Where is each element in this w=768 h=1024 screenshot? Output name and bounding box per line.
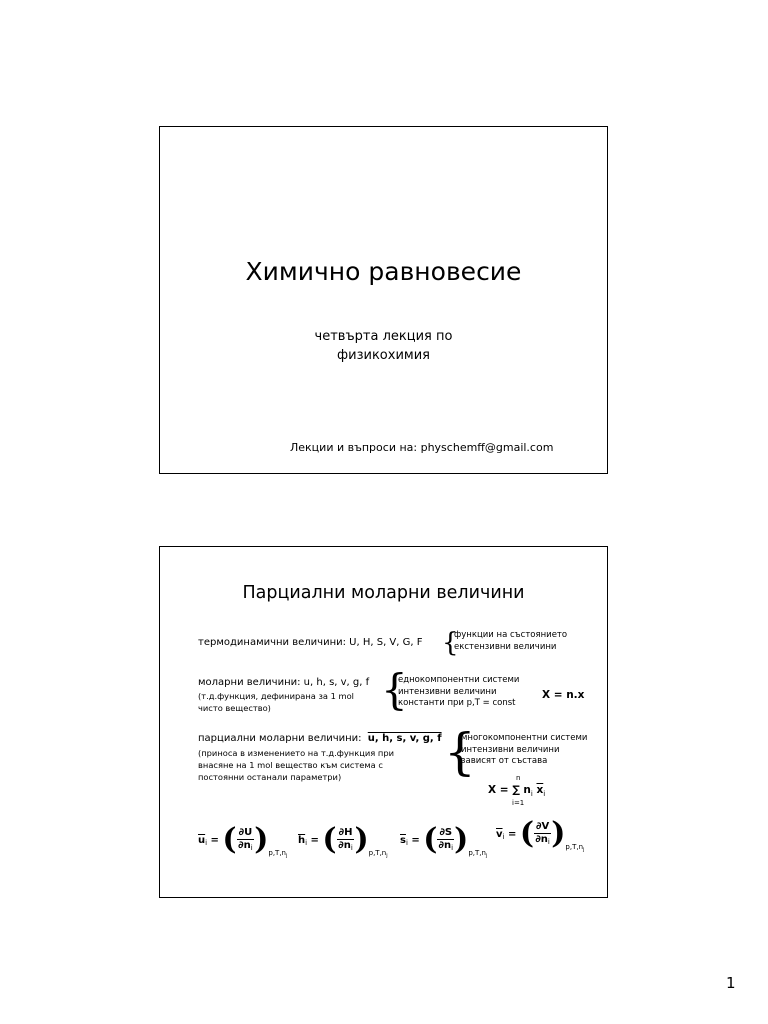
partial-note-line-3: постоянни останали параметри) — [198, 772, 342, 782]
thermo-brace-text — [454, 630, 567, 653]
brace-3: { — [444, 723, 476, 781]
sum-lower-limit: i=1 — [512, 799, 525, 807]
sum-n-index: i — [530, 790, 533, 799]
partial-note-line-1: (приноса в изменението на т.д.функция при — [198, 748, 394, 758]
subtitle-line-1: четвърта лекция по — [314, 329, 453, 344]
brace-3-line-2: интензивни величини — [461, 744, 560, 755]
formula-h-lhs: $\overline{h}$ — [298, 835, 306, 846]
sum-equation — [488, 784, 545, 798]
brace-2: { — [381, 665, 408, 714]
formula-v: $\overline{v}_i$ = ( $\frac{\partial V}{\partial n_i}$ )$_{p,T,n_j}$ — [496, 816, 585, 853]
formula-s: $\overline{s}_i$ = ( $\frac{\partial S}{\partial n_i}$ )$_{p,T,n_j}$ — [400, 822, 488, 859]
partial-molar-note — [198, 747, 394, 783]
slide-1-title: Химично равновесие — [245, 257, 522, 286]
brace-3-line-3: зависят от състава — [461, 756, 548, 766]
molar-note-line-2: чисто вещество) — [198, 703, 271, 713]
subtitle-line-2: физикохимия — [337, 348, 430, 363]
partial-molar-symbols: u, h, s, v, g, f — [367, 733, 442, 744]
formula-v-lhs: $\overline{v}$ — [496, 829, 503, 840]
slide-2-title: Парциални моларни величини — [242, 583, 525, 603]
brace-1-line-2: екстензивни величини — [454, 641, 557, 652]
partial-molar-label — [198, 733, 442, 744]
formula-u-lhs: $\overline{u}$ — [198, 835, 206, 846]
brace-3-line-1: многокомпонентни системи — [461, 733, 588, 743]
brace-2-line-2: интензивни величини — [398, 686, 497, 697]
slide-2 — [159, 546, 608, 898]
molar-quantities-label: моларни величини: u, h, s, v, g, f — [198, 677, 370, 688]
formula-u: $\overline{u}_i$ = ( $\frac{\partial U}{\partial n_i}$ )$_{p,T,n_j}$ — [198, 822, 288, 859]
molar-brace-text — [398, 675, 519, 710]
partial-brace-text — [461, 733, 587, 768]
sum-x-index: i — [543, 790, 546, 799]
brace-2-line-1: еднокомпонентни системи — [398, 675, 520, 685]
partial-molar-label-text: парциални моларни величини: — [198, 733, 362, 744]
molar-equation: X = n.x — [542, 689, 585, 701]
thermo-quantities-label: термодинамични величини: U, H, S, V, G, F — [198, 637, 423, 648]
slide-1-subtitle — [160, 327, 607, 365]
sum-x: $\overline{x}$ — [536, 784, 544, 796]
formula-h: $\overline{h}_i$ = ( $\frac{\partial H}{\partial n_i}$ )$_{p,T,n_j}$ — [298, 822, 388, 859]
brace-1: { — [442, 628, 459, 658]
brace-2-line-3: константи при p,T = const — [398, 698, 516, 708]
sum-body: X = ∑ n — [488, 784, 531, 796]
slide-1-footer: Лекции и въпроси на: physchemff@gmail.com — [290, 441, 554, 454]
brace-1-line-1: функции на състоянието — [454, 630, 568, 640]
molar-note — [198, 690, 354, 714]
page-number: 1 — [726, 974, 736, 992]
molar-note-line-1: (т.д.функция, дефинирана за 1 mol — [198, 691, 354, 701]
slide-1 — [159, 126, 608, 474]
partial-note-line-2: внасяне на 1 mol вещество към система с — [198, 760, 383, 770]
sum-upper-limit: n — [516, 774, 521, 782]
formula-s-lhs: $\overline{s}$ — [400, 835, 406, 846]
